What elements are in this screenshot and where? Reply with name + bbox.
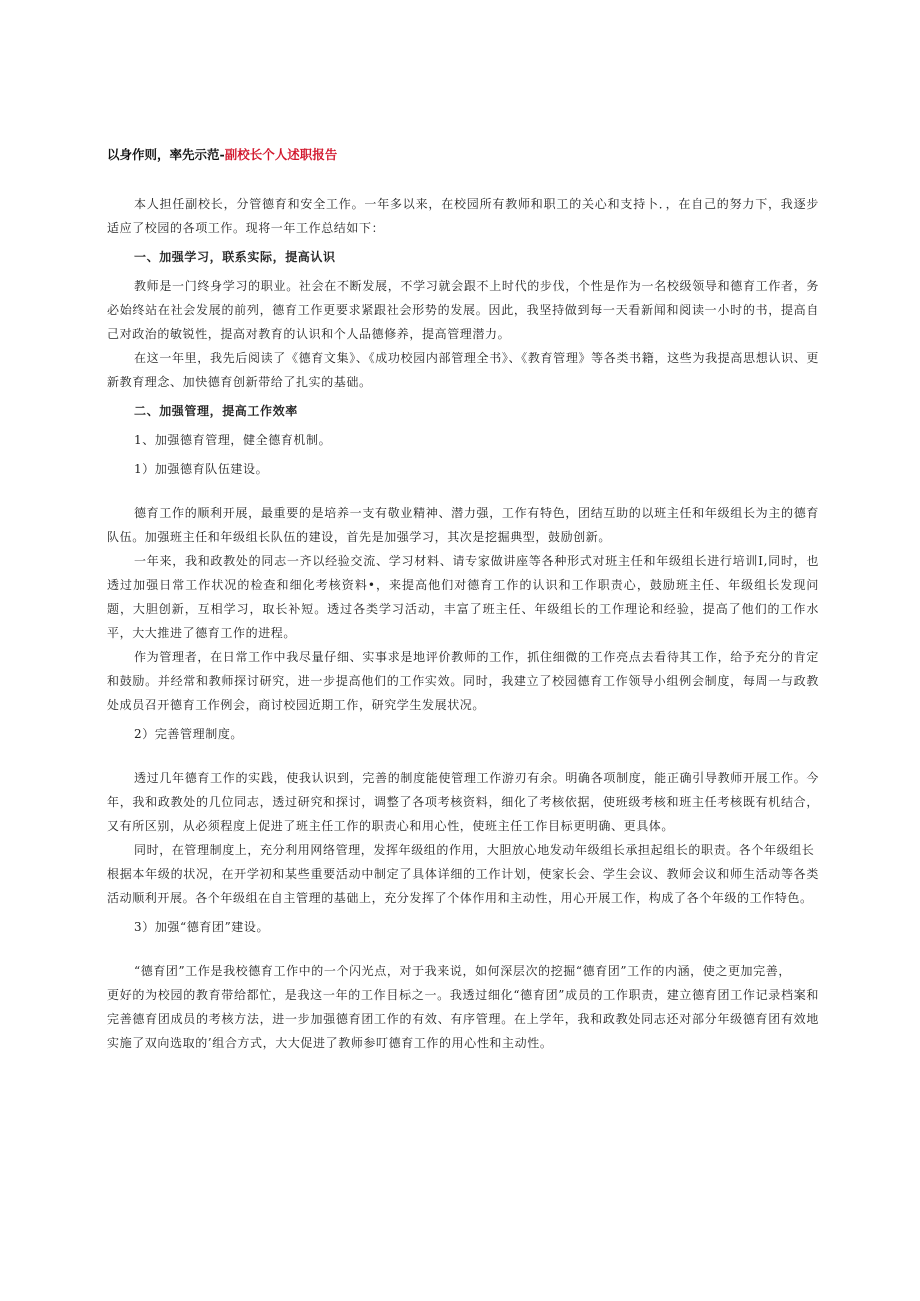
subheading-1-3: 3）加强“德育团”建设。 (134, 920, 270, 934)
paragraph: 在这一年里，我先后阅读了《德育文集》、《成功校园内部管理全书》、《教育管理》等各类书籍，这些为我提高思想认识、更新教育理念、加快德育创新带给了扎实的基础。 (107, 351, 819, 389)
paragraph-intro: 本人担任副校长，分管德育和安全工作。一年多以来，在校园所有教师和职工的关心和支持卜．，在自己的努力下，我逐步适应了校园的各项工作。现将一年工作总结如下： (107, 197, 819, 235)
document-body (107, 192, 819, 1055)
section-heading-1: 一、加强学习，联系实际，提高认识 (134, 250, 336, 264)
subheading-1-2: 2）完善管理制度。 (134, 727, 244, 741)
document-title (107, 146, 337, 164)
paragraph: “德育团”工作是我校德育工作中的一个闪光点，对于我来说，如何深层次的挖掘“德育团”工作的内涵，使之更加完善， (134, 964, 791, 978)
paragraph: 德育工作的顺利开展，最重要的是培养一支有敬业精神、潜力强，工作有特色，团结互助的以班主任和年级组长为主的德育队伍。加强班主任和年级组长队伍的建设，首先是加强学习，其次是挖掘典型，鼓励创新。 (107, 506, 819, 544)
paragraph: 同时，在管理制度上，充分利用网络管理，发挥年级组的作用，大胆放心地发动年级组长承担起组长的职责。各个年级组长 (134, 843, 815, 857)
section-heading-2: 二、加强管理，提高工作效率 (134, 404, 298, 418)
subheading-1: 1、加强德育管理，健全德育机制。 (134, 433, 332, 447)
paragraph: 教师是一门终身学习的职业。社会在不断发展，不学习就会跟不上时代的步伐，个性是作为一名校级领导和德育工作者，务必始终站在社会发展的前列，德育工作更要求紧跟社会形势的发展。因此，我坚持做到每一天看新闻和阅读一小时的书，提高自己对政治的敏锐性，提高对教育的认识和个人品德修养，提高管理潜力。 (107, 279, 819, 341)
title-accent: 副校长个人述职报告 (224, 147, 338, 162)
paragraph: 作为管理者，在日常工作中我尽量仔细、实事求是地评价教师的工作，抓住细微的工作亮点去看待其工作，给予充分的肯定和鼓励。并经常和教师探讨研究，进一步提高他们的工作实效。同时，我建立了校园德育工作领导小组例会制度，每周一与政教处成员召开德育工作例会，商讨校园近期工作，研究学生发展状况。 (107, 650, 819, 712)
paragraph: 一年来，我和政教处的同志一齐以经验交流、学习材料、请专家做讲座等各种形式对班主任和年级组长进行培训Ⅰ,同时，也透过加强日常工作状况的检查和细化考核资料•，来提高他们对德育工作的认识和工作职责心，鼓励班主任、年级组长发现问题，大胆创新，互相学习，取长补短。透过各类学习活动，丰富了班主任、年级组长的工作理论和经验，提高了他们的工作水平，大大推进了德育工作的进程。 (107, 554, 819, 640)
subheading-1-1: 1）加强德育队伍建设。 (134, 462, 269, 476)
paragraph-continued: 根据本年级的状况，在开学初和某些重要活动中制定了具体详细的工作计划，使家长会、学生会议、教师会议和师生活动等各类活动顺利开展。各个年级组在自主管理的基础上，充分发挥了个体作用和主动性，用心开展工作，构成了各个年级的工作特色。 (107, 867, 819, 905)
paragraph-continued: 更好的为校园的教育带给都忙，是我这一年的工作目标之一。我透过细化“德育团”成员的工作职责，建立德育团工作记录档案和完善德育团成员的考核方法，进一步加强德育团工作的有效、有序管理。在上学年，我和政教处同志还对部分年级德育团有效地实施了双向选取的’组合方式，大大促进了教师参叮德育工作的用心性和主动性。 (107, 988, 819, 1050)
title-main: 以身作则，率先示范- (107, 147, 225, 162)
paragraph: 透过几年德育工作的实践，使我认识到，完善的制度能使管理工作游刃有余。明确各项制度，能正确引导教师开展工作。今年，我和政教处的几位同志，透过研究和探讨，调整了各项考核资料，细化了考核依据，使班级考核和班主任考核既有机结合，又有所区别，从必须程度上促进了班主任工作的职责心和用心性，使班主任工作目标更明确、更具体。 (107, 771, 819, 833)
